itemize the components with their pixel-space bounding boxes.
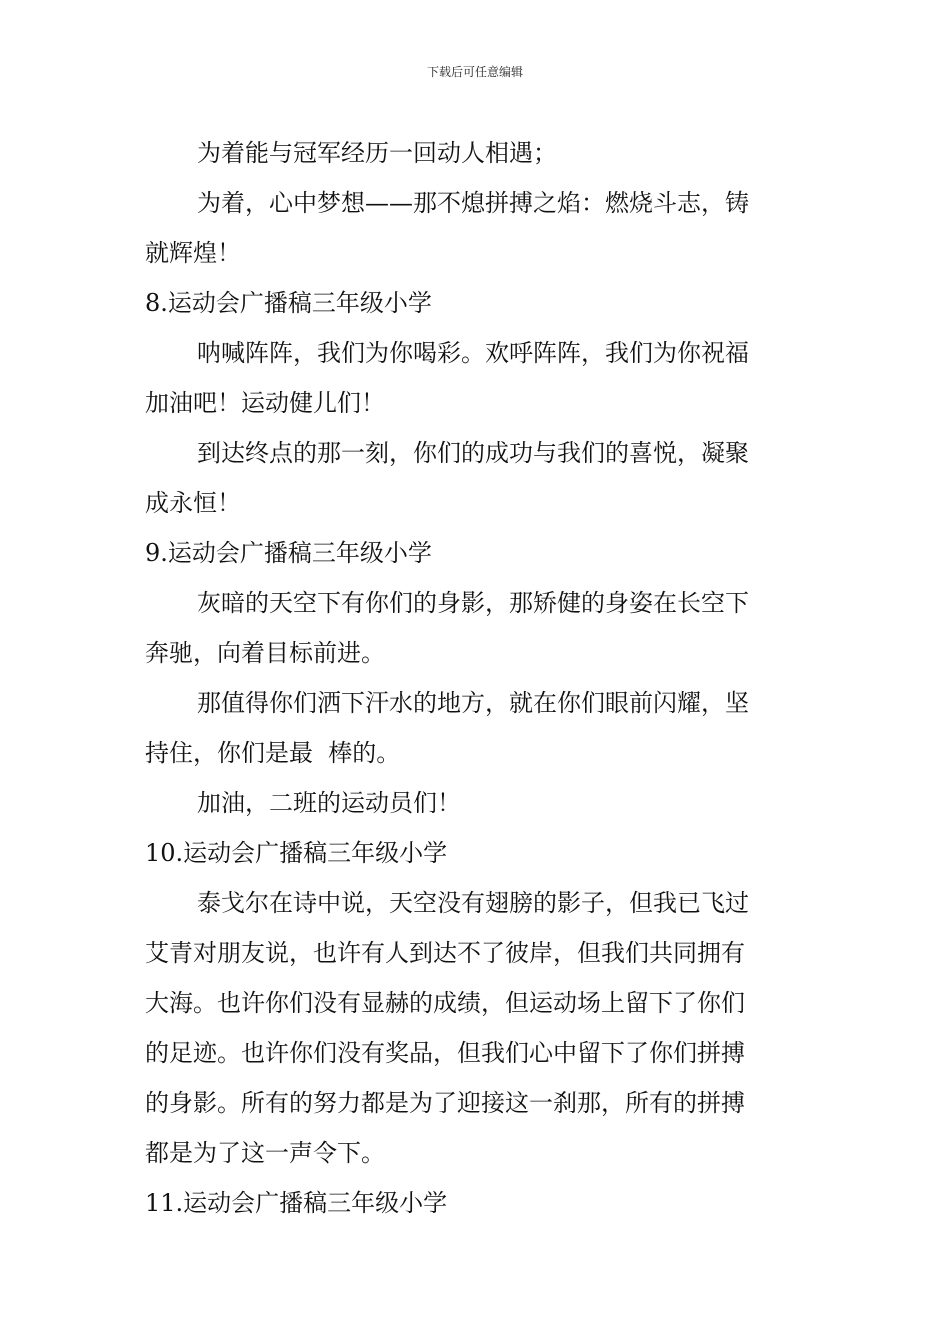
section-heading: 9.运动会广播稿三年级小学 — [145, 539, 432, 567]
section-heading: 8.运动会广播稿三年级小学 — [145, 289, 432, 317]
paragraph-line: 到达终点的那一刻，你们的成功与我们的喜悦，凝聚 — [197, 439, 749, 467]
paragraph-line: 为着能与冠军经历一回动人相遇； — [197, 139, 557, 167]
document-body — [145, 128, 807, 1228]
paragraph-line: 为着，心中梦想——那不熄拼搏之焰：燃烧斗志，铸 — [197, 189, 749, 217]
paragraph-line: 那值得你们洒下汗水的地方，就在你们眼前闪耀，坚 — [197, 689, 749, 717]
paragraph-line: 加油，二班的运动员们！ — [197, 789, 461, 817]
paragraph-line: 奔驰，向着目标前进。 — [145, 639, 385, 667]
section-heading: 11.运动会广播稿三年级小学 — [145, 1189, 448, 1217]
paragraph-line: 呐喊阵阵，我们为你喝彩。欢呼阵阵，我们为你祝福 — [197, 339, 749, 367]
paragraph-line: 加油吧！运动健儿们！ — [145, 389, 385, 417]
paragraph-line: 的身影。所有的努力都是为了迎接这一刹那，所有的拼搏 — [145, 1089, 745, 1117]
paragraph-line: 成永恒！ — [145, 489, 241, 517]
paragraph-line: 持住，你们是最 棒的。 — [145, 739, 401, 767]
paragraph-line: 的足迹。也许你们没有奖品，但我们心中留下了你们拼搏 — [145, 1039, 745, 1067]
paragraph-line: 就辉煌！ — [145, 239, 241, 267]
paragraph-line: 都是为了这一声令下。 — [145, 1139, 385, 1167]
paragraph-line: 泰戈尔在诗中说，天空没有翅膀的影子，但我已飞过 — [197, 889, 749, 917]
page-header: 下载后可任意编辑 — [426, 65, 523, 79]
paragraph-line: 艾青对朋友说，也许有人到达不了彼岸，但我们共同拥有 — [145, 939, 745, 967]
paragraph-line: 大海。也许你们没有显赫的成绩，但运动场上留下了你们 — [145, 989, 745, 1017]
section-heading: 10.运动会广播稿三年级小学 — [145, 839, 448, 867]
paragraph-line: 灰暗的天空下有你们的身影，那矫健的身姿在长空下 — [197, 589, 749, 617]
